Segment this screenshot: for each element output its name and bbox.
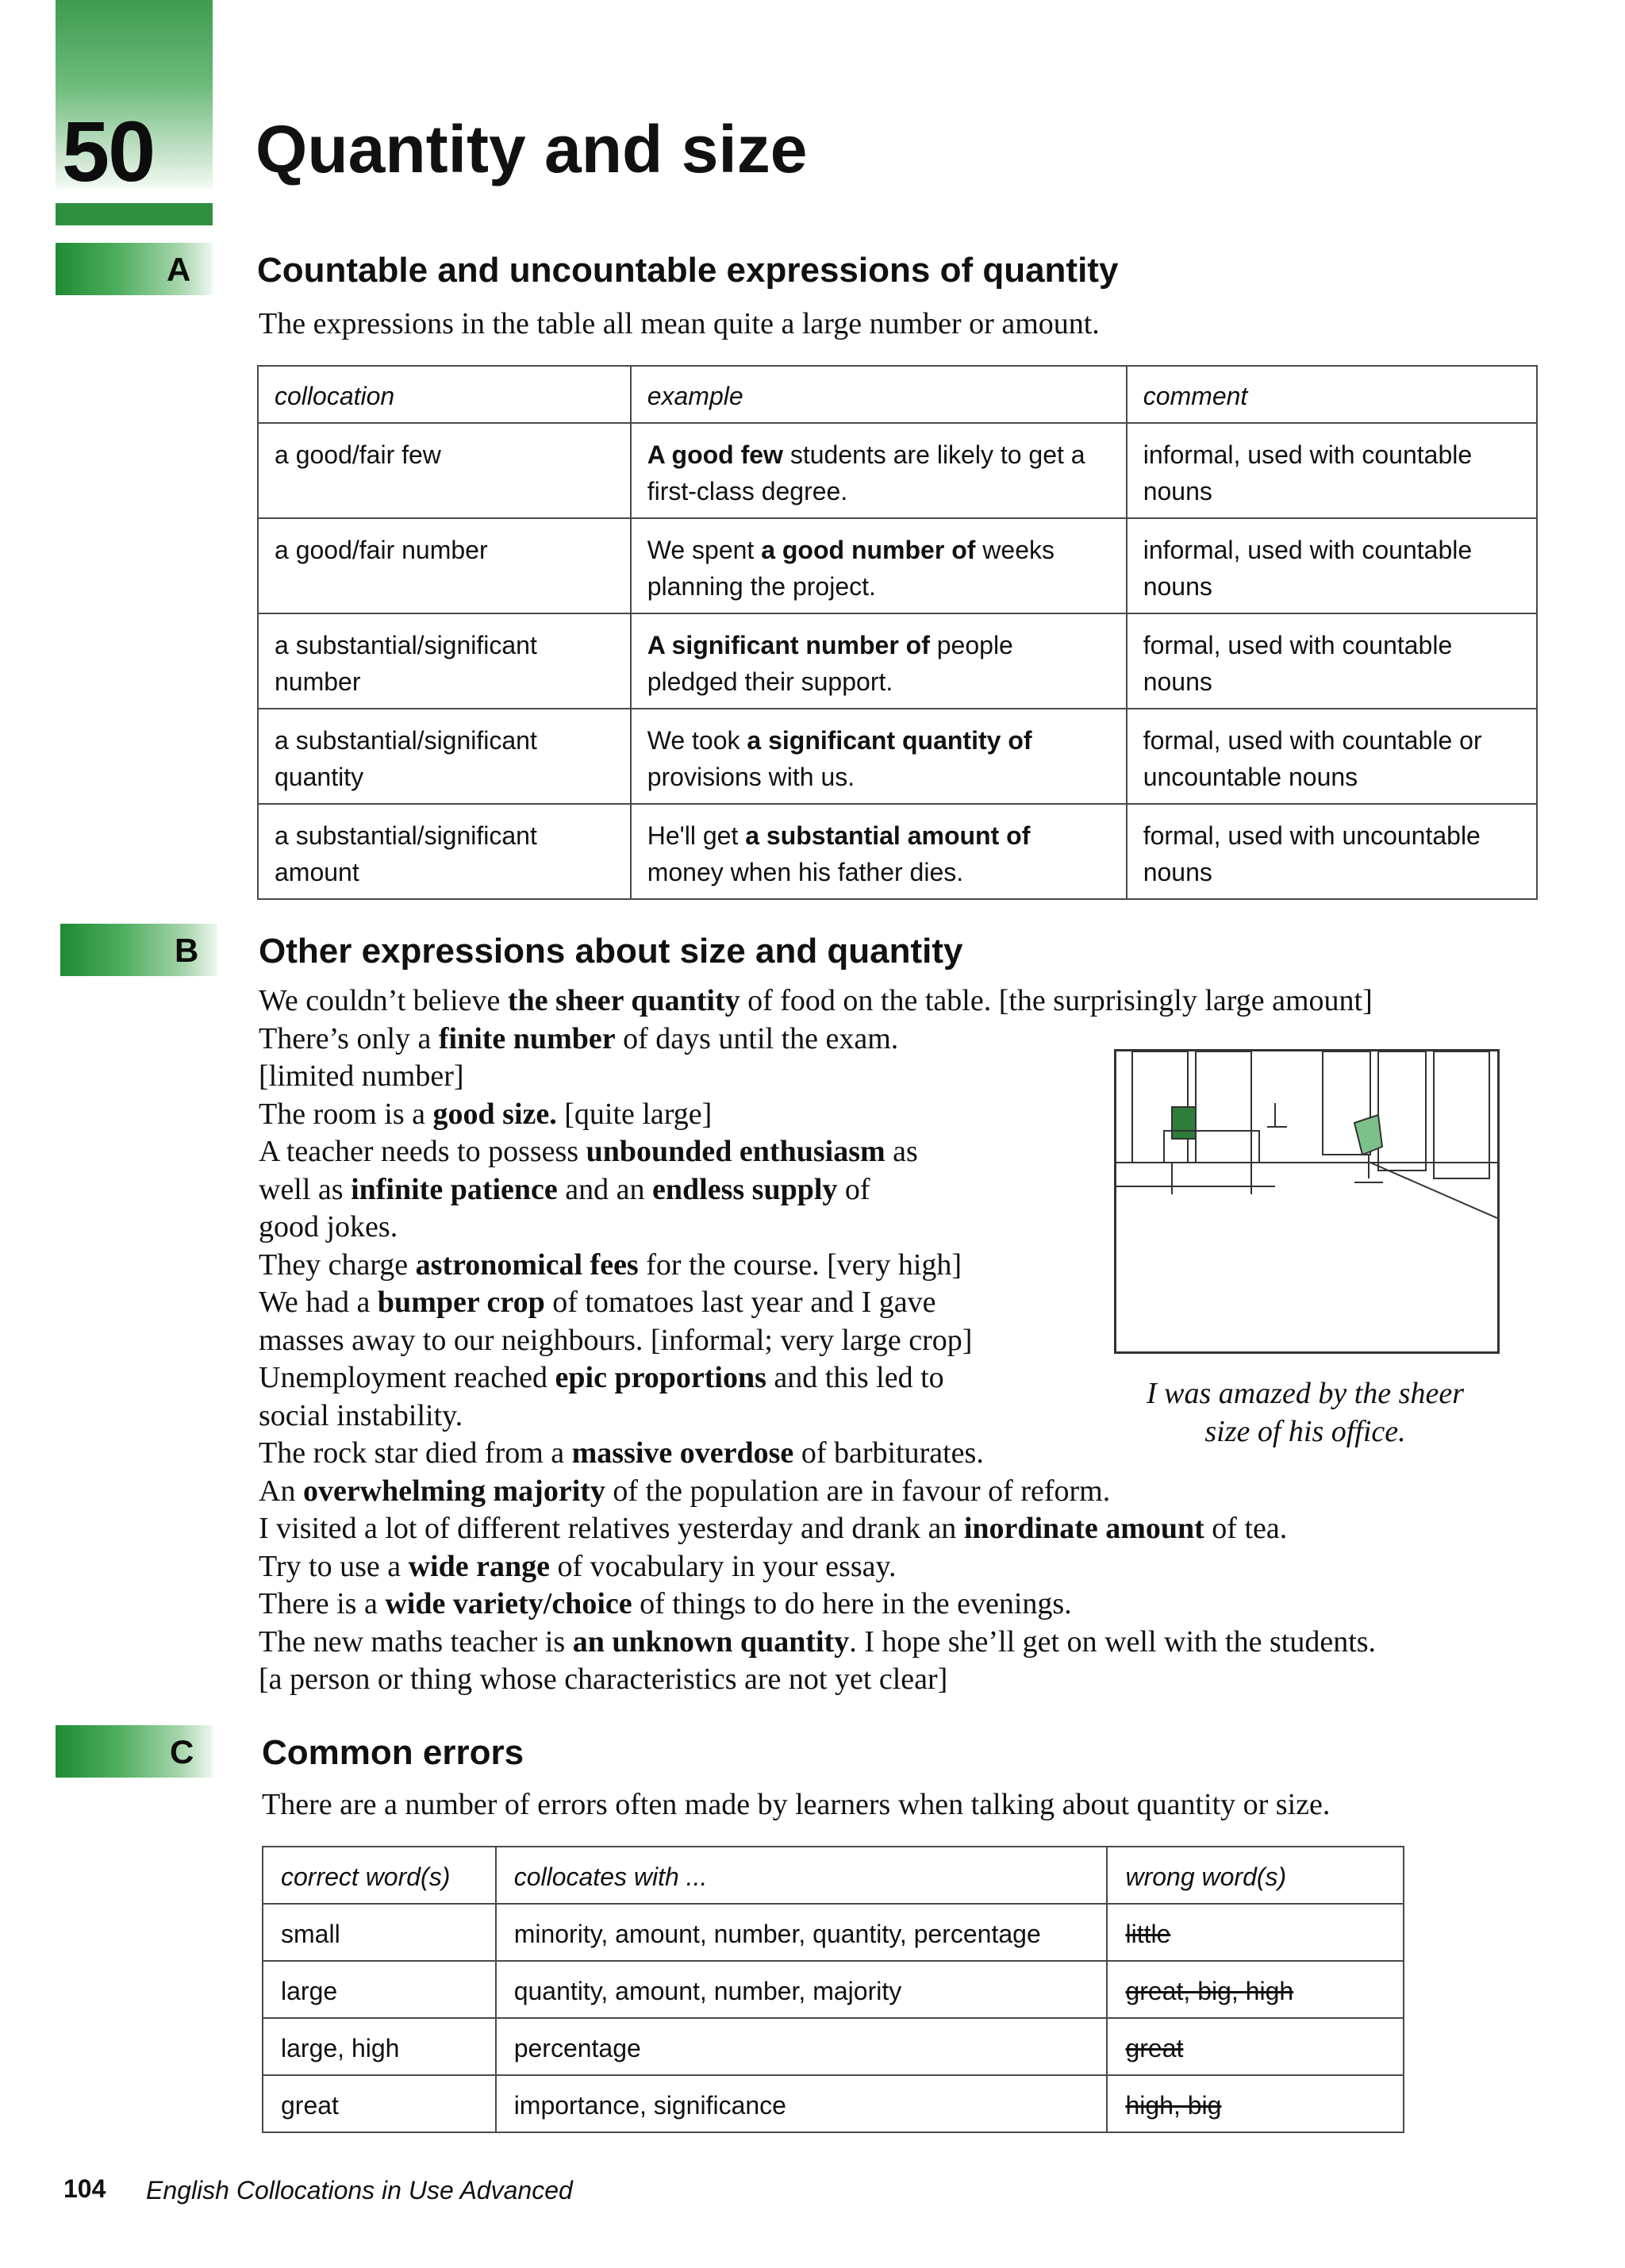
collocation-highlight: endless supply xyxy=(652,1172,838,1206)
example-text: people pledged their support. xyxy=(647,631,1013,696)
section-c-title: Common errors xyxy=(262,1733,524,1772)
page-title: Quantity and size xyxy=(255,112,808,186)
section-c-intro: There are a number of errors often made by learners when talking about quantity or size. xyxy=(262,1788,1331,1821)
header-correct: correct word(s) xyxy=(263,1847,496,1904)
sentence-text: They charge xyxy=(259,1247,416,1282)
example-text: students are likely to get a first-class degree. xyxy=(647,440,1085,505)
example-cell xyxy=(631,709,1127,804)
sentence-text: well as xyxy=(259,1172,352,1206)
office-illustration xyxy=(1114,1049,1500,1354)
example-sentence xyxy=(259,1548,897,1586)
correct-cell-text: large xyxy=(281,1977,338,2005)
collocation-highlight: an unknown quantity xyxy=(572,1624,850,1659)
wrong-cell-text: little xyxy=(1125,1920,1171,1948)
comment-cell: formal, used with uncountable nouns xyxy=(1127,804,1537,899)
example-sentence xyxy=(259,1284,935,1322)
collocation-highlight: good size. xyxy=(432,1097,557,1131)
table-row xyxy=(263,2018,1404,2075)
collocation-highlight: finite number xyxy=(438,1021,616,1055)
wrong-cell xyxy=(1107,2075,1404,2132)
header-example: example xyxy=(631,366,1127,423)
example-cell xyxy=(631,613,1127,709)
wrong-cell xyxy=(1107,1904,1404,1961)
sentence-text: Try to use a xyxy=(259,1549,409,1583)
collocation-cell: a good/fair number xyxy=(258,518,631,613)
sentence-text: and this led to xyxy=(766,1361,944,1394)
collocates-cell-text: importance, significance xyxy=(513,2091,786,2120)
example-cell xyxy=(631,423,1127,518)
sentence-text: . I hope she’ll get on well with the students. xyxy=(849,1624,1377,1659)
collocates-cell xyxy=(496,2018,1108,2075)
sentence-text: We couldn’t believe xyxy=(259,984,508,1017)
example-text: He'll get xyxy=(647,821,746,850)
correct-cell xyxy=(263,1904,496,1961)
comment-cell: formal, used with countable nouns xyxy=(1127,613,1537,709)
example-text: provisions with us. xyxy=(647,763,855,791)
example-sentence xyxy=(259,1021,898,1059)
sentence-text: A teacher needs to possess xyxy=(259,1135,586,1168)
sentence-text: The room is a xyxy=(259,1097,433,1131)
collocation-highlight: a good number of xyxy=(761,536,976,564)
wrong-cell xyxy=(1107,2018,1404,2075)
collocation-cell: a good/fair few xyxy=(258,423,631,518)
book-title: English Collocations in Use Advanced xyxy=(146,2176,573,2205)
sentence-text: of xyxy=(837,1172,870,1206)
example-text: weeks planning the project. xyxy=(647,536,1055,601)
sentence-text: masses away to our neighbours. [informal; very large crop] xyxy=(259,1323,973,1357)
sentence-text: The new maths teacher is xyxy=(259,1624,573,1659)
example-cell xyxy=(631,804,1127,899)
example-sentence xyxy=(259,1661,947,1699)
comment-cell: formal, used with countable or uncountable nouns xyxy=(1127,709,1537,804)
sentence-text: of things to do here in the evenings. xyxy=(632,1587,1072,1620)
example-sentence xyxy=(259,1058,464,1096)
correct-cell-text: large, high xyxy=(281,2034,400,2062)
sentence-text: Unemployment reached xyxy=(259,1361,555,1394)
collocation-highlight: A significant number of xyxy=(647,631,930,659)
wrong-cell xyxy=(1107,1961,1404,2018)
sentence-text: [limited number] xyxy=(259,1059,464,1093)
collocation-highlight: massive overdose xyxy=(571,1436,794,1470)
correct-cell xyxy=(263,1961,496,2018)
collocation-cell: a substantial/significant amount xyxy=(258,804,631,899)
sentence-text: good jokes. xyxy=(259,1210,398,1244)
section-a-title: Countable and uncountable expressions of quantity xyxy=(257,251,1119,290)
errors-table xyxy=(262,1846,1404,2133)
table-row xyxy=(258,709,1537,804)
sentence-text: of vocabulary in your essay. xyxy=(549,1549,897,1583)
table-row xyxy=(258,613,1537,709)
page-number: 104 xyxy=(63,2174,106,2203)
table-row xyxy=(258,518,1537,613)
collocates-cell xyxy=(496,2075,1108,2132)
section-a-letter: A xyxy=(167,251,191,288)
illustration-caption-line-2: size of his office. xyxy=(1204,1415,1406,1448)
sentence-text: social instability. xyxy=(259,1398,463,1432)
correct-cell-text: great xyxy=(281,2091,339,2120)
collocation-highlight: unbounded enthusiasm xyxy=(586,1135,885,1168)
sentence-text: and an xyxy=(557,1172,653,1206)
example-text: money when his father dies. xyxy=(647,858,964,886)
collocates-cell-text: minority, amount, number, quantity, percentage xyxy=(513,1920,1041,1948)
example-text: We spent xyxy=(647,536,762,564)
header-wrong: wrong word(s) xyxy=(1107,1847,1404,1904)
collocation-table xyxy=(257,365,1538,900)
collocation-highlight: epic proportions xyxy=(555,1361,766,1394)
collocation-highlight: infinite patience xyxy=(351,1172,558,1206)
example-sentence xyxy=(259,1435,984,1473)
sentence-text: of the population are in favour of reform. xyxy=(605,1474,1111,1508)
section-b-title: Other expressions about size and quantity xyxy=(259,932,963,971)
sentence-text: There is a xyxy=(259,1587,386,1620)
sentence-text: An xyxy=(259,1474,303,1508)
office-drawing xyxy=(1116,1051,1497,1351)
collocation-cell: a substantial/significant quantity xyxy=(258,709,631,804)
example-sentence xyxy=(259,1209,398,1247)
wrong-cell-text: great, big, high xyxy=(1125,1977,1294,2005)
sentence-text: The rock star died from a xyxy=(259,1436,572,1470)
sentence-text: of days until the exam. xyxy=(615,1021,899,1055)
example-sentence xyxy=(259,1473,1110,1511)
example-sentence xyxy=(259,1096,712,1134)
example-sentence xyxy=(259,1133,918,1171)
table-header-row xyxy=(263,1847,1404,1904)
example-sentence xyxy=(259,1510,1287,1548)
collocation-highlight: a significant quantity of xyxy=(747,726,1032,755)
example-sentence xyxy=(259,982,1373,1021)
table-header-row xyxy=(258,366,1537,423)
collocation-highlight: inordinate amount xyxy=(963,1512,1204,1545)
sentence-text: We had a xyxy=(259,1286,378,1319)
example-sentence xyxy=(259,1247,962,1285)
table-row xyxy=(263,1904,1404,1961)
sentence-text: as xyxy=(885,1135,918,1168)
sentence-text: [quite large] xyxy=(556,1097,713,1131)
sentence-text: of tomatoes last year and I gave xyxy=(544,1286,936,1319)
example-cell xyxy=(631,518,1127,613)
collocates-cell xyxy=(496,1961,1108,2018)
table-row xyxy=(263,1961,1404,2018)
correct-cell xyxy=(263,2075,496,2132)
collocation-highlight: bumper crop xyxy=(377,1286,545,1319)
sentence-text: I visited a lot of different relatives yesterday and drank an xyxy=(259,1512,964,1545)
sentence-text: of food on the table. [the surprisingly large amount] xyxy=(740,984,1373,1017)
example-sentence xyxy=(259,1171,870,1209)
example-sentence xyxy=(259,1586,1072,1624)
unit-tab-bar xyxy=(56,203,213,225)
correct-cell-text: small xyxy=(281,1920,340,1948)
unit-number: 50 xyxy=(62,103,155,199)
comment-cell: informal, used with countable nouns xyxy=(1127,518,1537,613)
correct-cell xyxy=(263,2018,496,2075)
example-text: We took xyxy=(647,726,747,755)
collocation-highlight: wide variety/choice xyxy=(385,1587,632,1620)
sentence-text: of tea. xyxy=(1204,1512,1288,1545)
table-row xyxy=(258,423,1537,518)
table-row xyxy=(258,804,1537,899)
sentence-text: of barbiturates. xyxy=(793,1436,984,1470)
wrong-cell-text: great xyxy=(1125,2034,1184,2062)
section-b-letter: B xyxy=(175,932,199,969)
collocates-cell xyxy=(496,1904,1108,1961)
table-row xyxy=(263,2075,1404,2132)
sentence-text: There’s only a xyxy=(259,1021,439,1055)
header-collocation: collocation xyxy=(258,366,631,423)
collocates-cell-text: percentage xyxy=(513,2034,641,2062)
sentence-text: [a person or thing whose characteristics are not yet clear] xyxy=(259,1663,948,1696)
header-collocates: collocates with ... xyxy=(496,1847,1108,1904)
collocation-highlight: overwhelming majority xyxy=(302,1474,605,1508)
collocation-highlight: the sheer quantity xyxy=(507,984,740,1017)
sentence-text: for the course. [very high] xyxy=(638,1247,962,1282)
example-sentence xyxy=(259,1359,944,1397)
example-sentence xyxy=(259,1624,1376,1662)
collocation-cell: a substantial/significant number xyxy=(258,613,631,709)
example-sentence xyxy=(259,1322,972,1360)
comment-cell: informal, used with countable nouns xyxy=(1127,423,1537,518)
collocates-cell-text: quantity, amount, number, majority xyxy=(513,1977,902,2005)
example-sentence xyxy=(259,1397,463,1436)
illustration-caption-line-1: I was amazed by the sheer xyxy=(1147,1377,1464,1410)
section-a-intro: The expressions in the table all mean quite a large number or amount. xyxy=(259,307,1100,340)
collocation-highlight: A good few xyxy=(647,440,783,469)
section-c-letter: C xyxy=(170,1733,194,1770)
header-comment: comment xyxy=(1127,366,1537,423)
wrong-cell-text: high, big xyxy=(1125,2091,1222,2120)
collocation-highlight: astronomical fees xyxy=(415,1247,639,1282)
collocation-highlight: wide range xyxy=(408,1549,550,1583)
collocation-highlight: a substantial amount of xyxy=(745,821,1031,850)
